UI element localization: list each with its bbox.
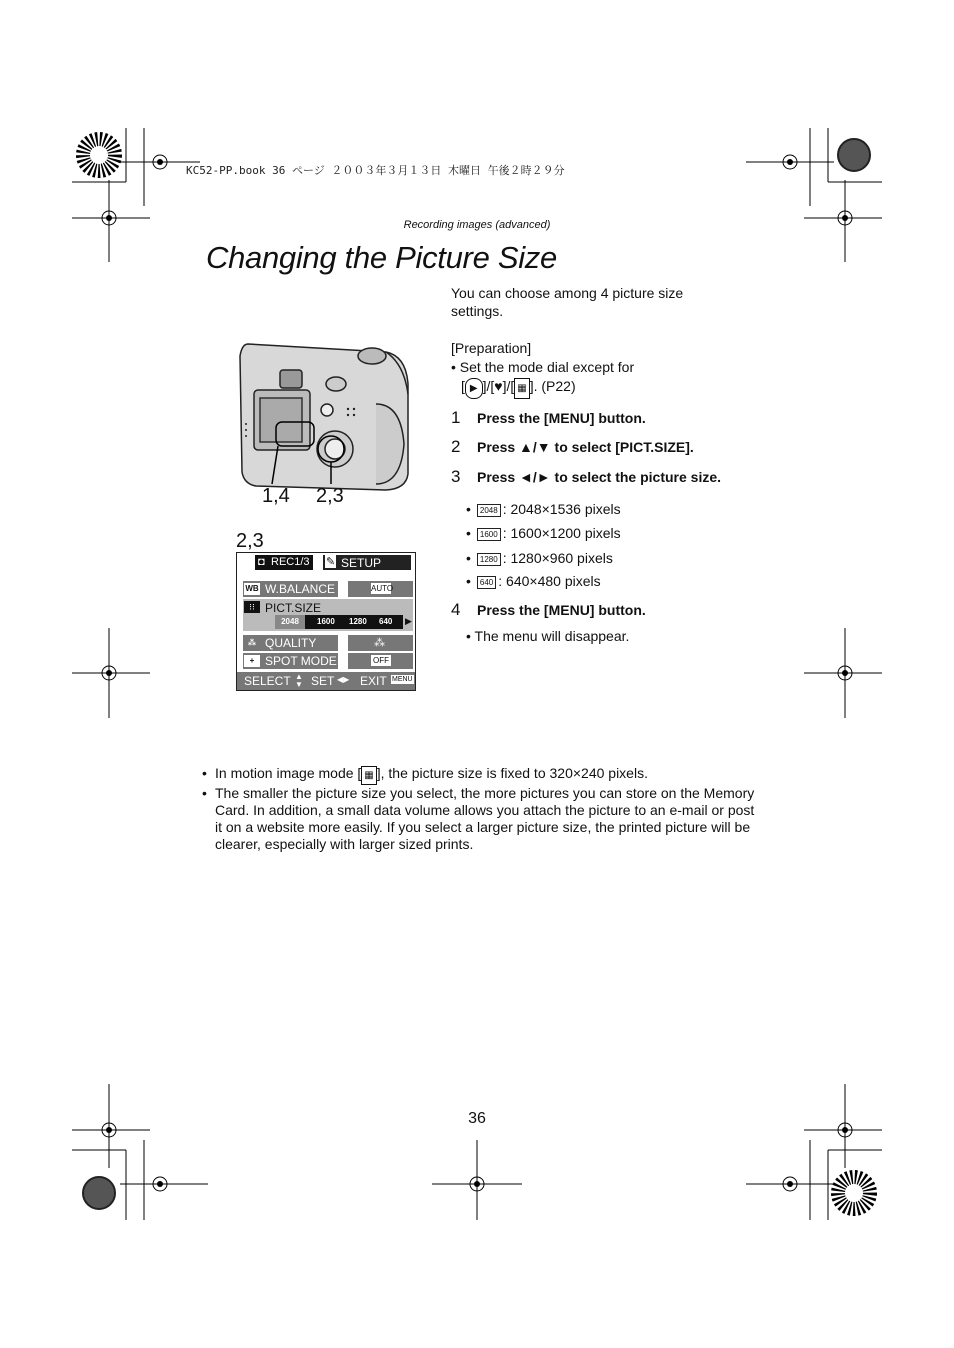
size-option-640: • 640 : 640×480 pixels bbox=[466, 573, 601, 589]
note-picture-size: • The smaller the picture size you select, the more pictures you can store on the Memory Card. In addition, a small data volume allows you attach the picture to an e-mail or post it on a website more easily. If you select a larger picture size, the printed picture will be clearer, especially with larger sized prints. bbox=[202, 785, 757, 853]
notes-list bbox=[202, 765, 757, 853]
spot-icon: + bbox=[244, 655, 260, 667]
pictsize-icon: ⁝⁝ bbox=[244, 601, 260, 613]
menu-row-quality: ⁂ QUALITY ⁂ bbox=[243, 635, 413, 651]
step-2: 2 Press ▲/▼ to select [PICT.SIZE]. bbox=[451, 437, 694, 456]
updown-icon: ▲ ▼ bbox=[295, 672, 303, 689]
step-1: 1 Press the [MENU] button. bbox=[451, 408, 646, 427]
menu-row-spotmode: + SPOT MODE OFF bbox=[243, 653, 413, 669]
step-4: 4 Press the [MENU] button. bbox=[451, 600, 646, 619]
size-option-2048: • 2048 : 2048×1536 pixels bbox=[466, 501, 621, 517]
tab-setup: ✎ SETUP bbox=[323, 555, 411, 570]
menu-screen bbox=[236, 552, 416, 691]
menu-callout: 2,3 bbox=[236, 530, 264, 552]
motion-icon: ▦ bbox=[361, 766, 376, 785]
size-option-1280: • 1280 : 1280×960 pixels bbox=[466, 550, 613, 566]
motion-icon: ▦ bbox=[514, 378, 529, 399]
page-number: 36 bbox=[468, 1110, 486, 1127]
camera-callout-right: 2,3 bbox=[316, 485, 344, 507]
section-title: Recording images (advanced) bbox=[403, 219, 551, 231]
camera-icon: ◘ bbox=[258, 556, 265, 568]
quality-icon: ⁂ bbox=[244, 637, 260, 649]
wrench-icon: ✎ bbox=[326, 556, 336, 568]
page-title: Changing the Picture Size bbox=[206, 240, 557, 275]
menu-row-wbalance: WB W.BALANCE AUTO bbox=[243, 581, 413, 597]
pictsize-options-bar: 2048 1600 1280 640 bbox=[275, 615, 403, 629]
step-3: 3 Press ◄/► to select the picture size. bbox=[451, 467, 722, 486]
header-line: KC52-PP.book 36 ページ ２００３年３月１３日 木曜日 午後２時２９分 bbox=[186, 164, 565, 177]
preparation bbox=[451, 339, 634, 399]
step4-note: • The menu will disappear. bbox=[466, 628, 630, 644]
play-icon: ▶ bbox=[465, 378, 483, 399]
preparation-heading: [Preparation] bbox=[451, 340, 532, 356]
preparation-line2: [ ▶ ]/[♥]/[ ▦ ]. (P22) bbox=[451, 377, 634, 399]
size-option-1600: • 1600 : 1600×1200 pixels bbox=[466, 525, 621, 541]
preparation-line1: • Set the mode dial except for bbox=[451, 359, 635, 375]
wb-icon: WB bbox=[245, 584, 259, 593]
quality-value-icon: ⁂ bbox=[374, 637, 385, 649]
arrow-right-icon: ▶ bbox=[405, 616, 412, 626]
leftright-icon: ◀▶ bbox=[337, 675, 350, 684]
menu-row-pictsize: ⁝⁝ PICT.SIZE 2048 1600 1280 640 ▶ bbox=[243, 599, 413, 631]
note-motion-mode: • In motion image mode [ ▦ ], the picture size is fixed to 320×240 pixels. bbox=[202, 765, 757, 785]
tab-rec: ◘ REC1/3 bbox=[255, 555, 313, 570]
intro-text: You can choose among 4 picture size settings. bbox=[451, 285, 684, 319]
camera-callout-left: 1,4 bbox=[262, 485, 290, 507]
menu-footer: SELECT ▲ ▼ SET ◀▶ EXIT MENU bbox=[237, 672, 415, 690]
heart-icon: ♥ bbox=[494, 378, 503, 394]
